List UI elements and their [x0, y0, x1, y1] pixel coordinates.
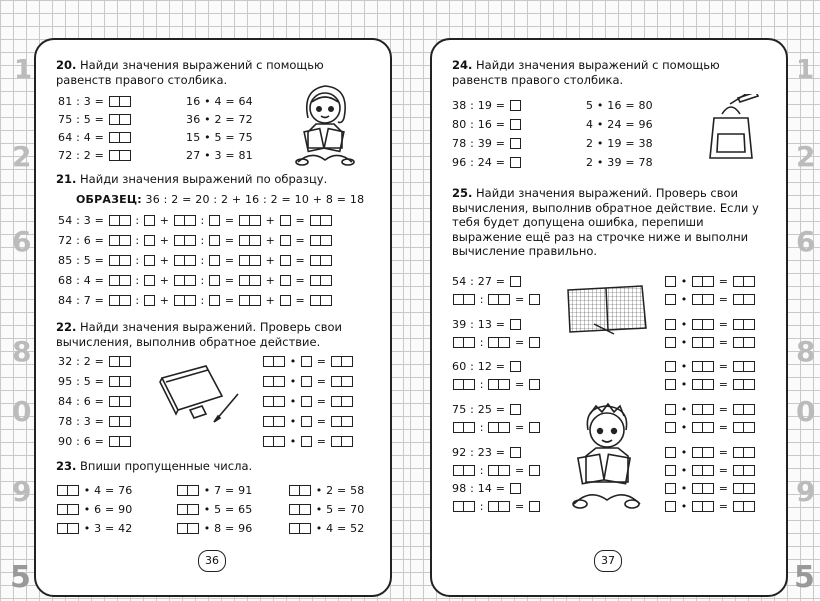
task25-expr: 75 : 25 = — [452, 403, 522, 416]
answer-box[interactable] — [239, 275, 261, 286]
task20-expr: 81 : 3 = — [58, 95, 132, 108]
answer-box[interactable] — [665, 379, 676, 390]
decor-digit: 9 — [796, 475, 816, 508]
answer-box[interactable] — [529, 465, 540, 476]
task24-equality: 2 • 19 = 38 — [586, 137, 653, 150]
task25-expr: 98 : 14 = — [452, 482, 522, 495]
answer-box[interactable] — [733, 422, 755, 433]
answer-box[interactable] — [510, 138, 521, 149]
answer-box[interactable] — [733, 501, 755, 512]
answer-box[interactable] — [289, 504, 311, 515]
answer-box[interactable] — [488, 337, 510, 348]
answer-box[interactable] — [177, 485, 199, 496]
answer-box[interactable] — [280, 255, 291, 266]
task22-expr: 78 : 3 = — [58, 415, 132, 428]
answer-box[interactable] — [510, 100, 521, 111]
answer-box[interactable] — [57, 523, 79, 534]
answer-box[interactable] — [109, 150, 131, 161]
answer-box[interactable] — [174, 235, 196, 246]
task20-equality: 16 • 4 = 64 — [186, 95, 253, 108]
answer-box[interactable] — [144, 235, 155, 246]
answer-box[interactable] — [488, 379, 510, 390]
answer-box[interactable] — [109, 96, 131, 107]
task25-check: • = — [664, 446, 756, 459]
answer-box[interactable] — [209, 255, 220, 266]
answer-box[interactable] — [57, 485, 79, 496]
answer-box[interactable] — [109, 356, 131, 367]
answer-box[interactable] — [665, 276, 676, 287]
answer-box[interactable] — [665, 361, 676, 372]
answer-box[interactable] — [665, 501, 676, 512]
task23-item: • 8 = 96 — [176, 522, 253, 535]
task25-rewrite: : = — [452, 421, 541, 434]
task20-expr: 75 : 5 = — [58, 113, 132, 126]
answer-box[interactable] — [310, 255, 332, 266]
task24-expr: 38 : 19 = — [452, 99, 522, 112]
answer-box[interactable] — [57, 504, 79, 515]
answer-box[interactable] — [510, 276, 521, 287]
task21-expr: 68 : 4 = : + : = + = — [58, 274, 333, 287]
answer-box[interactable] — [144, 215, 155, 226]
answer-box[interactable] — [310, 275, 332, 286]
task25-expr: 39 : 13 = — [452, 318, 522, 331]
answer-box[interactable] — [174, 275, 196, 286]
answer-box[interactable] — [144, 255, 155, 266]
task22-expr: 90 : 6 = — [58, 435, 132, 448]
answer-box[interactable] — [144, 275, 155, 286]
task20-equality: 27 • 3 = 81 — [186, 149, 253, 162]
task22-check: • = — [262, 395, 354, 408]
answer-box[interactable] — [177, 523, 199, 534]
answer-box[interactable] — [733, 465, 755, 476]
task22-text: 22. Найди значения выражений. Проверь свои вычисления, выполнив обратное действие. — [56, 320, 342, 349]
answer-box[interactable] — [239, 295, 261, 306]
answer-box[interactable] — [280, 295, 291, 306]
answer-box[interactable] — [301, 396, 312, 407]
page-number: 37 — [594, 550, 622, 572]
answer-box[interactable] — [529, 337, 540, 348]
answer-box[interactable] — [310, 295, 332, 306]
task21-sample: ОБРАЗЕЦ: 36 : 2 = 20 : 2 + 16 : 2 = 10 + 8 = 18 — [76, 193, 365, 206]
answer-box[interactable] — [280, 215, 291, 226]
answer-box[interactable] — [174, 255, 196, 266]
answer-box[interactable] — [331, 356, 353, 367]
task21-expr: 72 : 6 = : + : = + = — [58, 234, 333, 247]
answer-box[interactable] — [733, 447, 755, 458]
task25-rewrite: : = — [452, 500, 541, 513]
answer-box[interactable] — [109, 416, 131, 427]
answer-box[interactable] — [453, 465, 475, 476]
answer-box[interactable] — [488, 294, 510, 305]
answer-box[interactable] — [109, 235, 131, 246]
answer-box[interactable] — [177, 504, 199, 515]
task25-check: • = — [664, 275, 756, 288]
answer-box[interactable] — [692, 337, 714, 348]
answer-box[interactable] — [529, 379, 540, 390]
answer-box[interactable] — [239, 235, 261, 246]
answer-box[interactable] — [665, 483, 676, 494]
answer-box[interactable] — [331, 416, 353, 427]
answer-box[interactable] — [109, 215, 131, 226]
answer-box[interactable] — [174, 295, 196, 306]
answer-box[interactable] — [239, 215, 261, 226]
answer-box[interactable] — [510, 157, 521, 168]
answer-box[interactable] — [263, 436, 285, 447]
answer-box[interactable] — [733, 361, 755, 372]
decor-digit: 2 — [12, 140, 32, 173]
answer-box[interactable] — [733, 404, 755, 415]
task22-check: • = — [262, 435, 354, 448]
page-number: 36 — [198, 550, 226, 572]
task25-rewrite: : = — [452, 336, 541, 349]
answer-box[interactable] — [665, 404, 676, 415]
answer-box[interactable] — [733, 294, 755, 305]
task22-check: • = — [262, 355, 354, 368]
task23-item: • 4 = 76 — [56, 484, 133, 497]
task22-expr: 84 : 6 = — [58, 395, 132, 408]
answer-box[interactable] — [692, 379, 714, 390]
answer-box[interactable] — [488, 501, 510, 512]
decor-digit: 1 — [14, 55, 33, 85]
task23-item: • 3 = 42 — [56, 522, 133, 535]
task20-expr: 64 : 4 = — [58, 131, 132, 144]
answer-box[interactable] — [174, 215, 196, 226]
answer-box[interactable] — [109, 132, 131, 143]
task23-item: • 6 = 90 — [56, 503, 133, 516]
boy-reading-illustration — [570, 400, 642, 512]
answer-box[interactable] — [733, 483, 755, 494]
task20-equality: 15 • 5 = 75 — [186, 131, 253, 144]
answer-box[interactable] — [510, 361, 521, 372]
answer-box[interactable] — [109, 436, 131, 447]
answer-box[interactable] — [310, 215, 332, 226]
task20-expr: 72 : 2 = — [58, 149, 132, 162]
task24-equality: 4 • 24 = 96 — [586, 118, 653, 131]
answer-box[interactable] — [692, 276, 714, 287]
task25-check: • = — [664, 293, 756, 306]
answer-box[interactable] — [109, 396, 131, 407]
answer-box[interactable] — [209, 215, 220, 226]
task25-rewrite: : = — [452, 293, 541, 306]
answer-box[interactable] — [529, 422, 540, 433]
decor-digit: 5 — [10, 560, 31, 595]
answer-box[interactable] — [109, 275, 131, 286]
task25-check: • = — [664, 500, 756, 513]
answer-box[interactable] — [280, 235, 291, 246]
answer-box[interactable] — [733, 337, 755, 348]
answer-box[interactable] — [692, 319, 714, 330]
task23-item: • 2 = 58 — [288, 484, 365, 497]
decor-digit: 5 — [794, 560, 815, 595]
task21-expr: 54 : 3 = : + : = + = — [58, 214, 333, 227]
notebook-pen-eraser-illustration — [156, 360, 242, 424]
answer-box[interactable] — [453, 379, 475, 390]
answer-box[interactable] — [692, 361, 714, 372]
answer-box[interactable] — [665, 447, 676, 458]
answer-box[interactable] — [665, 465, 676, 476]
answer-box[interactable] — [529, 501, 540, 512]
answer-box[interactable] — [289, 485, 311, 496]
answer-box[interactable] — [331, 436, 353, 447]
answer-box[interactable] — [665, 294, 676, 305]
answer-box[interactable] — [239, 255, 261, 266]
task21-expr: 85 : 5 = : + : = + = — [58, 254, 333, 267]
answer-box[interactable] — [109, 295, 131, 306]
answer-box[interactable] — [331, 396, 353, 407]
decor-digit: 9 — [12, 475, 32, 508]
answer-box[interactable] — [488, 465, 510, 476]
task23-item: • 4 = 52 — [288, 522, 365, 535]
girl-reading-illustration — [292, 78, 358, 168]
answer-box[interactable] — [209, 235, 220, 246]
answer-box[interactable] — [488, 422, 510, 433]
grid-tablet-illustration — [564, 284, 650, 336]
task25-expr: 92 : 23 = — [452, 446, 522, 459]
answer-box[interactable] — [692, 447, 714, 458]
answer-box[interactable] — [144, 295, 155, 306]
task25-check: • = — [664, 360, 756, 373]
answer-box[interactable] — [692, 422, 714, 433]
task22-expr: 95 : 5 = — [58, 375, 132, 388]
task20-text: 20. Найди значения выражений с помощью равенств правого столбика. — [56, 58, 324, 87]
task21-expr: 84 : 7 = : + : = + = — [58, 294, 333, 307]
answer-box[interactable] — [692, 465, 714, 476]
task24-expr: 96 : 24 = — [452, 156, 522, 169]
answer-box[interactable] — [301, 376, 312, 387]
task25-text: 25. Найди значения выражений. Проверь свои вычисления, выполнив обратное действие. Если у тебя будет допущена ошибка, перепиши выражение ещё раз на строчке ниже и выполни вычисление правильно. — [452, 186, 759, 258]
answer-box[interactable] — [510, 119, 521, 130]
answer-box[interactable] — [453, 501, 475, 512]
decor-digit: 8 — [12, 335, 32, 368]
answer-box[interactable] — [109, 376, 131, 387]
answer-box[interactable] — [301, 436, 312, 447]
task23-item: • 5 = 65 — [176, 503, 253, 516]
answer-box[interactable] — [510, 483, 521, 494]
answer-box[interactable] — [331, 376, 353, 387]
answer-box[interactable] — [109, 114, 131, 125]
decor-digit: 8 — [796, 335, 816, 368]
decor-digit: 1 — [796, 55, 815, 85]
decor-digit: 6 — [796, 225, 816, 258]
decor-digit: 0 — [796, 395, 816, 428]
task25-rewrite: : = — [452, 464, 541, 477]
task20-equality: 36 • 2 = 72 — [186, 113, 253, 126]
task25-check: • = — [664, 318, 756, 331]
task23-text: 23. Впиши пропущенные числа. — [56, 459, 253, 473]
answer-box[interactable] — [692, 483, 714, 494]
decor-digit: 2 — [796, 140, 816, 173]
task24-text: 24. Найди значения выражений с помощью равенств правого столбика. — [452, 58, 720, 87]
task25-check: • = — [664, 403, 756, 416]
answer-box[interactable] — [510, 447, 521, 458]
answer-box[interactable] — [692, 501, 714, 512]
decor-digit: 0 — [12, 395, 32, 428]
task23-item: • 5 = 70 — [288, 503, 365, 516]
answer-box[interactable] — [209, 295, 220, 306]
answer-box[interactable] — [301, 416, 312, 427]
task23-item: • 7 = 91 — [176, 484, 253, 497]
answer-box[interactable] — [665, 422, 676, 433]
answer-box[interactable] — [289, 523, 311, 534]
answer-box[interactable] — [280, 275, 291, 286]
task22-expr: 32 : 2 = — [58, 355, 132, 368]
answer-box[interactable] — [301, 356, 312, 367]
answer-box[interactable] — [733, 276, 755, 287]
answer-box[interactable] — [510, 319, 521, 330]
answer-box[interactable] — [692, 294, 714, 305]
task25-check: • = — [664, 482, 756, 495]
backpack-illustration — [700, 94, 762, 168]
answer-box[interactable] — [510, 404, 521, 415]
answer-box[interactable] — [692, 404, 714, 415]
answer-box[interactable] — [263, 376, 285, 387]
task25-expr: 60 : 12 = — [452, 360, 522, 373]
task25-expr: 54 : 27 = — [452, 275, 522, 288]
answer-box[interactable] — [209, 275, 220, 286]
answer-box[interactable] — [529, 294, 540, 305]
answer-box[interactable] — [733, 379, 755, 390]
answer-box[interactable] — [109, 255, 131, 266]
task25-rewrite: : = — [452, 378, 541, 391]
task25-check: • = — [664, 336, 756, 349]
answer-box[interactable] — [733, 319, 755, 330]
decor-digit: 6 — [12, 225, 32, 258]
task25-check: • = — [664, 464, 756, 477]
answer-box[interactable] — [453, 422, 475, 433]
right-page — [410, 0, 820, 601]
task22-check: • = — [262, 415, 354, 428]
task24-equality: 2 • 39 = 78 — [586, 156, 653, 169]
answer-box[interactable] — [263, 356, 285, 367]
answer-box[interactable] — [263, 416, 285, 427]
task24-expr: 80 : 16 = — [452, 118, 522, 131]
task24-equality: 5 • 16 = 80 — [586, 99, 653, 112]
answer-box[interactable] — [310, 235, 332, 246]
task25-check: • = — [664, 378, 756, 391]
answer-box[interactable] — [263, 396, 285, 407]
answer-box[interactable] — [453, 294, 475, 305]
answer-box[interactable] — [453, 337, 475, 348]
task24-expr: 78 : 39 = — [452, 137, 522, 150]
answer-box[interactable] — [665, 337, 676, 348]
task25-check: • = — [664, 421, 756, 434]
task22-check: • = — [262, 375, 354, 388]
answer-box[interactable] — [665, 319, 676, 330]
task21-text: 21. Найди значения выражений по образцу. — [56, 172, 328, 186]
